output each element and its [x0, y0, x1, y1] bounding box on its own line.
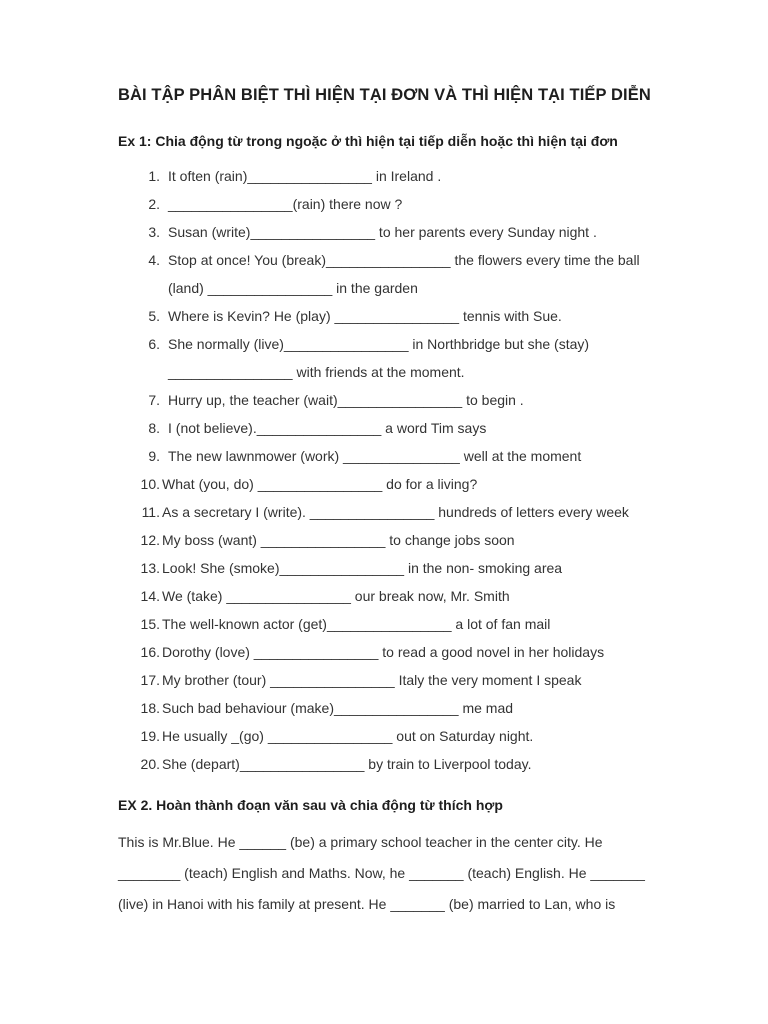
item-text: What (you, do) ________________ do for a living? [162, 476, 478, 492]
item-number: 16. [140, 644, 160, 660]
list-item [130, 250, 690, 278]
item-number: 8. [148, 420, 160, 436]
item-number: 5. [148, 308, 160, 324]
list-item-continuation [130, 362, 690, 390]
exercise-1-heading: Ex 1: Chia động từ trong ngoặc ở thì hiện tại tiếp diễn hoặc thì hiện tại đơn [118, 133, 618, 149]
list-item [130, 194, 690, 222]
list-item [130, 502, 690, 530]
item-text: She normally (live)________________ in Northbridge but she (stay) [168, 336, 590, 352]
item-number: 2. [148, 196, 160, 212]
list-item [130, 166, 690, 194]
item-text: ________________(rain) there now ? [168, 196, 403, 212]
list-item [130, 474, 690, 502]
paragraph-line: (live) in Hanoi with his family at present. He _______ (be) married to Lan, who is [118, 896, 616, 912]
item-text: Where is Kevin? He (play) ________________ tennis with Sue. [168, 308, 562, 324]
item-text: Look! She (smoke)________________ in the non- smoking area [162, 560, 563, 576]
list-item [130, 670, 690, 698]
list-item [130, 306, 690, 334]
list-item [130, 754, 690, 782]
list-item [130, 698, 690, 726]
item-text: Hurry up, the teacher (wait)________________ to begin . [168, 392, 524, 408]
item-text: Such bad behaviour (make)________________ me mad [162, 700, 514, 716]
item-text: ________________ with friends at the moment. [168, 364, 465, 380]
item-number: 20. [140, 756, 160, 772]
list-item [130, 586, 690, 614]
item-number: 11. [141, 504, 160, 520]
item-text: It often (rain)________________ in Ireland . [168, 168, 442, 184]
item-number: 19. [140, 728, 160, 744]
page-title: BÀI TẬP PHÂN BIỆT THÌ HIỆN TẠI ĐƠN VÀ THÌ HIỆN TẠI TIẾP DIỄN [118, 86, 651, 104]
item-text: Susan (write)________________ to her parents every Sunday night . [168, 224, 597, 240]
list-item [130, 614, 690, 642]
item-number: 3. [148, 224, 160, 240]
paragraph-line: ________ (teach) English and Maths. Now, he _______ (teach) English. He _______ [118, 865, 645, 881]
item-number: 4. [148, 252, 160, 268]
item-text: As a secretary I (write). ________________ hundreds of letters every week [162, 504, 629, 520]
list-item [130, 390, 690, 418]
list-item [130, 222, 690, 250]
exercise-2-heading: EX 2. Hoàn thành đoạn văn sau và chia động từ thích hợp [118, 797, 503, 813]
item-text: My boss (want) ________________ to change jobs soon [162, 532, 515, 548]
item-number: 1. [148, 168, 160, 184]
item-number: 17. [140, 672, 160, 688]
list-item [130, 558, 690, 586]
item-number: 15. [140, 616, 160, 632]
item-number: 10. [140, 476, 160, 492]
item-number: 7. [148, 392, 160, 408]
item-text: Stop at once! You (break)________________ the flowers every time the ball [168, 252, 640, 268]
item-text: I (not believe).________________ a word Tim says [168, 420, 487, 436]
list-item [130, 418, 690, 446]
item-text: Dorothy (love) ________________ to read a good novel in her holidays [162, 644, 605, 660]
item-number: 6. [148, 336, 160, 352]
item-number: 14. [140, 588, 160, 604]
item-text: She (depart)________________ by train to Liverpool today. [162, 756, 532, 772]
paragraph-line: This is Mr.Blue. He ______ (be) a primary school teacher in the center city. He [118, 834, 603, 850]
item-number: 9. [148, 448, 160, 464]
item-number: 12. [140, 532, 160, 548]
item-number: 13. [140, 560, 160, 576]
list-item-continuation [130, 278, 690, 306]
list-item [130, 726, 690, 754]
item-number: 18. [140, 700, 160, 716]
item-text: The well-known actor (get)________________ a lot of fan mail [162, 616, 551, 632]
item-text: My brother (tour) ________________ Italy the very moment I speak [162, 672, 582, 688]
exercise-1-list [130, 166, 690, 782]
list-item [130, 530, 690, 558]
list-item [130, 334, 690, 362]
list-item [130, 446, 690, 474]
item-text: The new lawnmower (work) _______________ well at the moment [168, 448, 582, 464]
item-text: We (take) ________________ our break now, Mr. Smith [162, 588, 510, 604]
item-text: (land) ________________ in the garden [168, 280, 418, 296]
item-text: He usually _(go) ________________ out on Saturday night. [162, 728, 534, 744]
list-item [130, 642, 690, 670]
exercise-2-paragraph [118, 832, 658, 925]
